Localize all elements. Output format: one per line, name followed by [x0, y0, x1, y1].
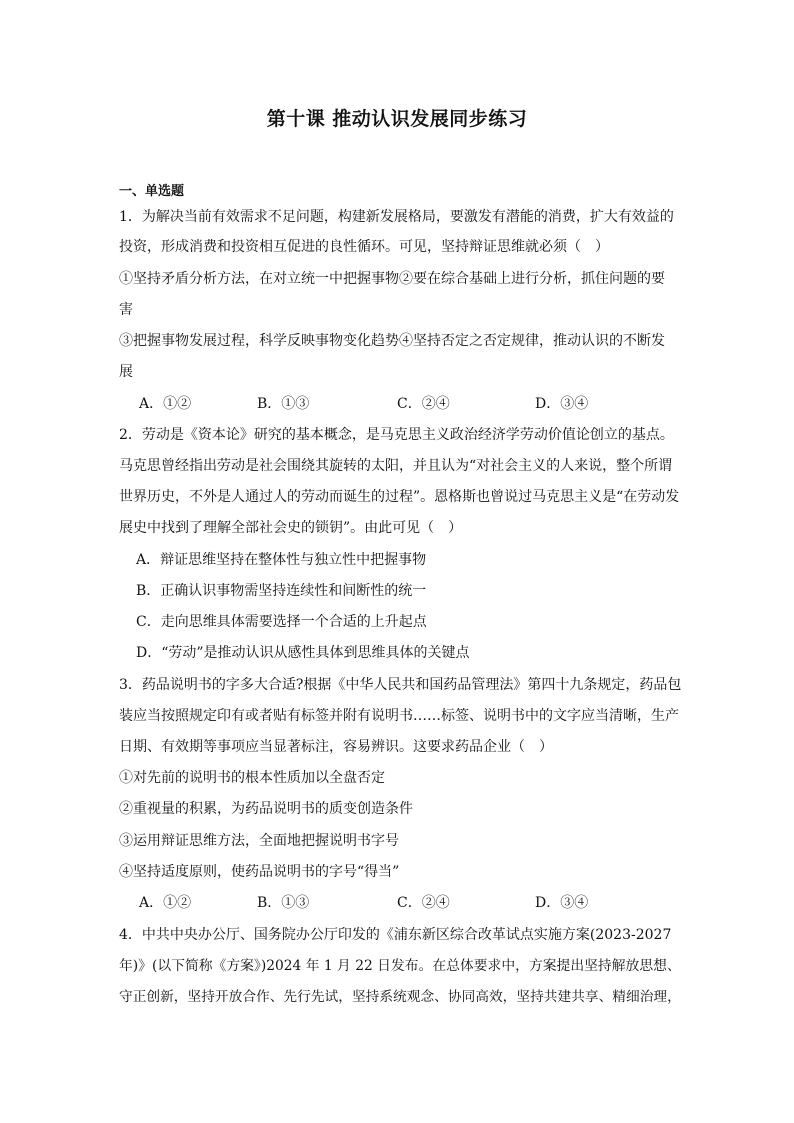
q3-line: 日期、有效期等事项应当显著标注，容易辨识。这要求药品企业（ ） [119, 739, 553, 755]
q2-line: 展史中找到了理解全部社会史的锁钥”。由此可见（ ） [119, 520, 463, 536]
q1-line: 1．为解决当前有效需求不足问题，构建新发展格局，要激发有潜能的消费，扩大有效益的 [119, 209, 674, 225]
q2-line: 马克思曾经指出劳动是社会围绕其旋转的太阳，并且认为“对社会主义的人来说，整个所谓 [119, 458, 673, 474]
q1-choice-c: C．②④ [397, 396, 450, 412]
q1-statement: ①坚持矛盾分析方法，在对立统一中把握事物②要在综合基础上进行分析，抓住问题的要 [119, 271, 665, 287]
q4-line: 4．中共中央办公厅、国务院办公厅印发的《浦东新区综合改革试点实施方案(2023-2027 [119, 927, 672, 943]
q1-choice-b: B．①③ [257, 396, 310, 412]
q1-statement: 害 [119, 302, 133, 318]
q3-statement: ③运用辩证思维方法，全面地把握说明书字号 [119, 833, 399, 849]
q2-line: 世界历史，不外是人通过人的劳动而诞生的过程”。恩格斯也曾说过马克思主义是“在劳动发 [119, 489, 680, 505]
q1-choice-a: A．①② [139, 396, 192, 412]
q3-statement: ④坚持适度原则，使药品说明书的字号“得当” [119, 864, 400, 880]
q1-statement: 展 [119, 364, 133, 380]
q1-statement: ③把握事物发展过程，科学反映事物变化趋势④坚持否定之否定规律，推动认识的不断发 [119, 333, 665, 349]
page-title: 第十课 推动认识发展同步练习 [266, 108, 528, 130]
q3-choice-d: D．③④ [535, 895, 589, 911]
q2-option-b: B．正确认识事物需坚持连续性和间断性的统一 [136, 583, 427, 599]
q2-option-a: A．辩证思维坚持在整体性与独立性中把握事物 [136, 552, 427, 568]
q4-line: 年)》(以下简称《方案》)2024 年 1 月 22 日发布。在总体要求中，方案提出坚持解放思想、 [119, 958, 681, 974]
q2-line: 2．劳动是《资本论》研究的基本概念，是马克思主义政治经济学劳动价值论创立的基点。 [119, 427, 674, 443]
q3-line: 装应当按照规定印有或者贴有标签并附有说明书……标签、说明书中的文字应当清晰，生产 [119, 708, 679, 724]
q2-option-d: D．“劳动”是推动认识从感性具体到思维具体的关键点 [136, 645, 470, 661]
q1-choice-d: D．③④ [535, 396, 589, 412]
q3-choice-a: A．①② [139, 895, 192, 911]
q3-statement: ①对先前的说明书的根本性质加以全盘否定 [119, 770, 385, 786]
q2-option-c: C．走向思维具体需要选择一个合适的上升起点 [136, 614, 427, 630]
q3-line: 3．药品说明书的字多大合适?根据《中华人民共和国药品管理法》第四十九条规定，药品包 [119, 677, 682, 693]
q4-line: 守正创新，坚持开放合作、先行先试，坚持系统观念、协同高效，坚持共建共享、精细治理， [119, 989, 681, 1005]
q3-choice-b: B．①③ [257, 895, 310, 911]
q1-line: 投资，形成消费和投资相互促进的良性循环。可见，坚持辩证思维就必须（ ） [119, 239, 609, 255]
q3-statement: ②重视量的积累，为药品说明书的质变创造条件 [119, 801, 413, 817]
section-heading: 一、单选题 [119, 184, 185, 199]
q3-choice-c: C．②④ [397, 895, 450, 911]
